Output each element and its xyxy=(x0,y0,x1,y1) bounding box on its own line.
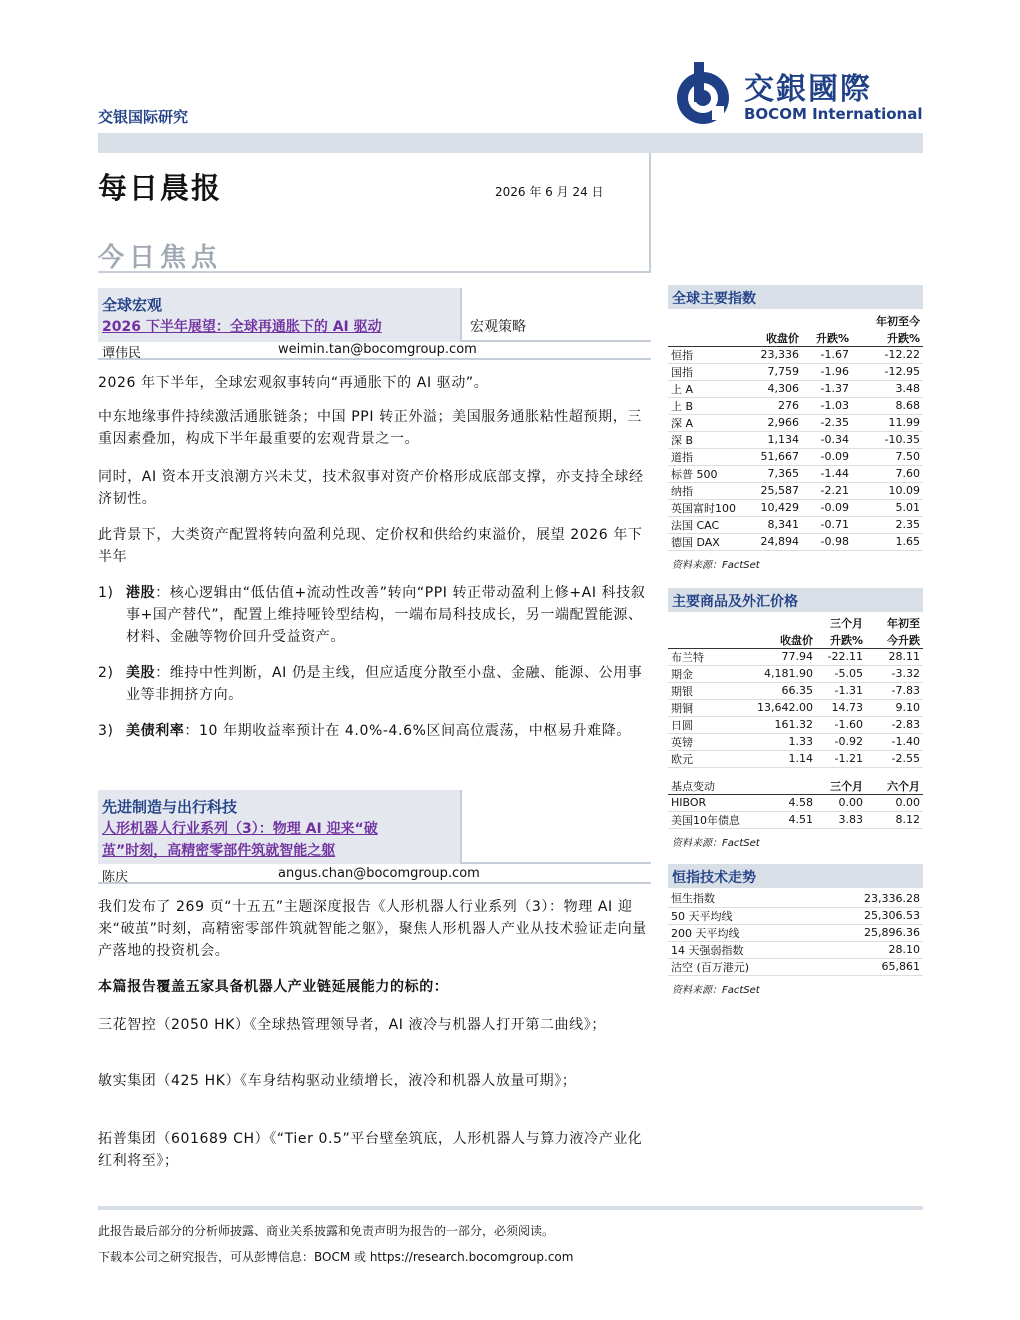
row-value: 10.09 xyxy=(852,482,923,499)
row-label: 200 天平均线 xyxy=(668,924,815,941)
row-value: 0.00 xyxy=(866,794,923,811)
row-value: -0.92 xyxy=(816,733,866,750)
footer-rule xyxy=(98,1206,923,1210)
stock-item: 拓普集团（601689 CH）《“Tier 0.5”平台壁垒筑底，人形机器人与算力液冷产业化红利将至》； xyxy=(98,1131,643,1169)
row-label: 恒指 xyxy=(668,346,746,363)
row-label: 沽空 (百万港元) xyxy=(668,958,815,975)
row-label: 期金 xyxy=(668,665,746,682)
row-value: -1.40 xyxy=(866,733,923,750)
row-value: -1.96 xyxy=(802,363,852,380)
table-row xyxy=(668,431,923,448)
row-value: 1.33 xyxy=(746,733,816,750)
row-value: -2.21 xyxy=(802,482,852,499)
row-value: 4.58 xyxy=(746,794,816,811)
row-label: 国指 xyxy=(668,363,746,380)
logo-en: BOCOM International xyxy=(744,105,923,123)
indices-table xyxy=(668,312,923,551)
row-value: -0.09 xyxy=(802,499,852,516)
table-row xyxy=(668,907,923,924)
row-value: 7,759 xyxy=(746,363,802,380)
hsi-tech-title: 恒指技术走势 xyxy=(668,864,923,888)
indices-source: 资料来源：FactSet xyxy=(672,560,760,571)
logo-cn: 交銀國際 xyxy=(744,72,872,107)
commodities-header-chg: 升跌% xyxy=(816,631,866,648)
row-value: -1.44 xyxy=(802,465,852,482)
commodities-title: 主要商品及外汇价格 xyxy=(668,588,923,612)
row-value: -1.67 xyxy=(802,346,852,363)
bp-header-3m: 三个月 xyxy=(816,777,866,794)
page-title: 每日晨报 xyxy=(98,171,223,205)
row-value: -12.95 xyxy=(852,363,923,380)
list-item-heading: 美股 xyxy=(126,665,156,681)
row-value: -5.05 xyxy=(816,665,866,682)
table-row xyxy=(668,699,923,716)
row-value: 65,861 xyxy=(815,958,923,975)
commodities-header-ytd-chg: 今升跌 xyxy=(866,631,923,648)
table-row xyxy=(668,941,923,958)
list-item-number: 1) xyxy=(98,585,114,601)
row-value: -0.34 xyxy=(802,431,852,448)
row-label: 深 A xyxy=(668,414,746,431)
table-row xyxy=(668,750,923,767)
row-value: 25,306.53 xyxy=(815,907,923,924)
row-value: 9.10 xyxy=(866,699,923,716)
row-value: 0.00 xyxy=(816,794,866,811)
row-value: 8.68 xyxy=(852,397,923,414)
table-row xyxy=(668,516,923,533)
list-item-heading: 港股 xyxy=(126,585,156,601)
row-value: 25,896.36 xyxy=(815,924,923,941)
table-row xyxy=(668,482,923,499)
section2-banner xyxy=(98,790,651,864)
table-row xyxy=(668,890,923,907)
indices-header-ytd-chg: 升跌% xyxy=(852,329,923,346)
section2-report-link-line1[interactable]: 人形机器人行业系列（3）：物理 AI 迎来“破 xyxy=(102,821,378,837)
table-row xyxy=(668,346,923,363)
row-value: -2.35 xyxy=(802,414,852,431)
row-value: -7.83 xyxy=(866,682,923,699)
row-label: HIBOR xyxy=(668,794,746,811)
hsi-tech-source: 资料来源：FactSet xyxy=(672,985,760,996)
row-label: 期银 xyxy=(668,682,746,699)
section2-author-row xyxy=(98,864,651,884)
row-value: 7.60 xyxy=(852,465,923,482)
table-row xyxy=(668,665,923,682)
section1-banner xyxy=(98,288,651,342)
row-value: 4,181.90 xyxy=(746,665,816,682)
row-label: 恒生指数 xyxy=(668,890,815,907)
table-row xyxy=(668,794,923,811)
section1-para-4: 此背景下，大类资产配置将转向盈利兑现、定价权和供给约束溢价，展望 2026 年下半年 xyxy=(98,527,643,565)
section1-email[interactable]: weimin.tan@bocomgroup.com xyxy=(278,342,477,357)
row-label: 法国 CAC xyxy=(668,516,746,533)
footer-disclaimer: 此报告最后部分的分析师披露、商业关系披露和免责声明为报告的一部分，必须阅读。 xyxy=(98,1224,555,1238)
row-value: 23,336 xyxy=(746,346,802,363)
table-row xyxy=(668,533,923,550)
row-label: 日圆 xyxy=(668,716,746,733)
row-value: 14.73 xyxy=(816,699,866,716)
list-item-heading: 美债利率 xyxy=(126,723,185,739)
report-date: 2026 年 6 月 24 日 xyxy=(495,185,604,199)
stock-item: 敏实集团（425 HK）《车身结构驱动业绩增长，液冷和机器人放量可期》； xyxy=(98,1073,577,1089)
table-row xyxy=(668,648,923,665)
row-value: 51,667 xyxy=(746,448,802,465)
section1-category: 全球宏观 xyxy=(102,296,163,314)
commodities-source: 资料来源：FactSet xyxy=(672,838,760,849)
row-value: 276 xyxy=(746,397,802,414)
section1-para-2: 中东地缘事件持续激活通胀链条；中国 PPI 转正外溢；美国服务通胀粘性超预期，三重因素叠加，构成下半年最重要的宏观背景之一。 xyxy=(98,409,642,447)
section2-para: 我们发布了 269 页“十五五”主题深度报告《人形机器人行业系列（3）：物理 AI 迎来“破茧”时刻，高精密零部件筑就智能之躯》，聚焦人形机器人产业从技术验证走向量产落地的投资机会。 xyxy=(98,899,647,959)
section1-tag-box xyxy=(460,288,651,342)
header-brand: 交银国际研究 xyxy=(98,108,189,126)
table-row xyxy=(668,924,923,941)
row-value: 5.01 xyxy=(852,499,923,516)
row-label: 欧元 xyxy=(668,750,746,767)
bp-header-6m: 六个月 xyxy=(866,777,923,794)
row-value: 10,429 xyxy=(746,499,802,516)
row-label: 纳指 xyxy=(668,482,746,499)
commodities-table xyxy=(668,614,923,829)
commodities-header-close: 收盘价 xyxy=(746,631,816,648)
bocom-logo-mark-icon xyxy=(668,60,738,130)
footer-download: 下载本公司之研究报告，可从彭博信息：BOCM 或 https://research.bocomgroup.com xyxy=(98,1250,574,1264)
row-label: 布兰特 xyxy=(668,648,746,665)
section1-author-row xyxy=(98,340,651,360)
row-value: 24,894 xyxy=(746,533,802,550)
row-value: 7.50 xyxy=(852,448,923,465)
indices-header-chg: 升跌% xyxy=(802,329,852,346)
row-label: 德国 DAX xyxy=(668,533,746,550)
row-value: -1.37 xyxy=(802,380,852,397)
indices-header-ytd: 年初至今 xyxy=(876,315,920,328)
row-value: 1,134 xyxy=(746,431,802,448)
table-row xyxy=(668,414,923,431)
table-row xyxy=(668,682,923,699)
section2-report-link-line2[interactable]: 茧”时刻，高精密零部件筑就智能之躯 xyxy=(102,843,336,859)
row-value: 8,341 xyxy=(746,516,802,533)
row-label: 期铜 xyxy=(668,699,746,716)
row-value: -1.21 xyxy=(816,750,866,767)
section1-para-1: 2026 年下半年，全球宏观叙事转向“再通胀下的 AI 驱动”。 xyxy=(98,375,489,391)
row-value: -0.71 xyxy=(802,516,852,533)
table-row xyxy=(668,363,923,380)
list-item-text: ：核心逻辑由“低估值+流动性改善”转向“PPI 转正带动盈利上修+AI 科技叙事+国产替代”，配置上维持哑铃型结构，一端布局科技成长，另一端配置能源、材料、金融等物价回升受益资产。 xyxy=(126,585,646,645)
row-value: -22.11 xyxy=(816,648,866,665)
list-item-text: ：10 年期收益率预计在 4.0%-4.6%区间高位震荡，中枢易升难降。 xyxy=(184,723,631,739)
commodities-header-3m: 三个月 xyxy=(830,617,863,630)
row-value: 11.99 xyxy=(852,414,923,431)
row-value: 23,336.28 xyxy=(815,890,923,907)
top-band xyxy=(98,133,923,153)
row-value: -0.98 xyxy=(802,533,852,550)
bocom-logo xyxy=(668,60,924,130)
row-value: 25,587 xyxy=(746,482,802,499)
row-label: 上 B xyxy=(668,397,746,414)
row-value: -0.09 xyxy=(802,448,852,465)
section2-email[interactable]: angus.chan@bocomgroup.com xyxy=(278,866,480,881)
hsi-tech-table xyxy=(668,890,923,976)
section2-tag-box xyxy=(460,790,651,864)
row-value: 3.83 xyxy=(816,811,866,828)
row-label: 美国10年债息 xyxy=(668,811,746,828)
row-label: 上 A xyxy=(668,380,746,397)
section1-para-3: 同时，AI 资本开支浪潮方兴未艾，技术叙事对资产价格形成底部支撑，亦支持全球经济韧性。 xyxy=(98,469,644,507)
section1-report-link[interactable]: 2026 下半年展望：全球再通胀下的 AI 驱动 xyxy=(102,319,382,335)
row-value: -12.22 xyxy=(852,346,923,363)
table-row xyxy=(668,499,923,516)
row-value: -2.55 xyxy=(866,750,923,767)
row-value: 8.12 xyxy=(866,811,923,828)
row-value: -3.32 xyxy=(866,665,923,682)
row-value: -1.60 xyxy=(816,716,866,733)
bp-header-label: 基点变动 xyxy=(668,777,746,794)
row-value: 2,966 xyxy=(746,414,802,431)
indices-title: 全球主要指数 xyxy=(668,285,923,309)
row-value: 1.14 xyxy=(746,750,816,767)
row-value: 7,365 xyxy=(746,465,802,482)
row-value: -1.31 xyxy=(816,682,866,699)
table-row xyxy=(668,811,923,828)
row-value: 77.94 xyxy=(746,648,816,665)
row-value: 13,642.00 xyxy=(746,699,816,716)
section1-author: 谭伟民 xyxy=(102,346,142,361)
table-row xyxy=(668,448,923,465)
commodities-header-ytd: 年初至 xyxy=(887,617,920,630)
row-label: 50 天平均线 xyxy=(668,907,815,924)
row-value: 28.11 xyxy=(866,648,923,665)
table-row xyxy=(668,958,923,975)
table-row xyxy=(668,716,923,733)
list-item xyxy=(98,720,650,764)
stock-item: 三花智控（2050 HK）《全球热管理领导者，AI 液冷与机器人打开第二曲线》； xyxy=(98,1017,606,1033)
row-value: 3.48 xyxy=(852,380,923,397)
table-row xyxy=(668,465,923,482)
row-value: -10.35 xyxy=(852,431,923,448)
list-item-number: 2) xyxy=(98,665,114,681)
table-row xyxy=(668,733,923,750)
row-label: 标普 500 xyxy=(668,465,746,482)
row-value: 4.51 xyxy=(746,811,816,828)
row-value: -2.83 xyxy=(866,716,923,733)
list-item-number: 3) xyxy=(98,723,114,739)
row-label: 道指 xyxy=(668,448,746,465)
row-label: 14 天强弱指数 xyxy=(668,941,815,958)
row-label: 深 B xyxy=(668,431,746,448)
list-item xyxy=(98,582,650,648)
section2-bold-line: 本篇报告覆盖五家具备机器人产业链延展能力的标的： xyxy=(98,979,449,995)
section2-author: 陈庆 xyxy=(102,870,129,885)
row-label: 英国富时100 xyxy=(668,499,746,516)
row-value: 2.35 xyxy=(852,516,923,533)
row-value: 66.35 xyxy=(746,682,816,699)
table-row xyxy=(668,397,923,414)
section1-tag: 宏观策略 xyxy=(470,319,526,335)
row-value: 4,306 xyxy=(746,380,802,397)
row-value: 161.32 xyxy=(746,716,816,733)
focus-title: 今日焦点 xyxy=(98,243,223,273)
row-value: -1.03 xyxy=(802,397,852,414)
row-label: 英镑 xyxy=(668,733,746,750)
row-value: 28.10 xyxy=(815,941,923,958)
table-row xyxy=(668,380,923,397)
indices-header-close: 收盘价 xyxy=(746,329,802,346)
section2-category: 先进制造与出行科技 xyxy=(102,798,238,816)
list-item xyxy=(98,662,650,706)
list-item-text: ：维持中性判断，AI 仍是主线，但应适度分散至小盘、金融、能源、公用事业等非拥挤方向。 xyxy=(126,665,643,703)
row-value: 1.65 xyxy=(852,533,923,550)
